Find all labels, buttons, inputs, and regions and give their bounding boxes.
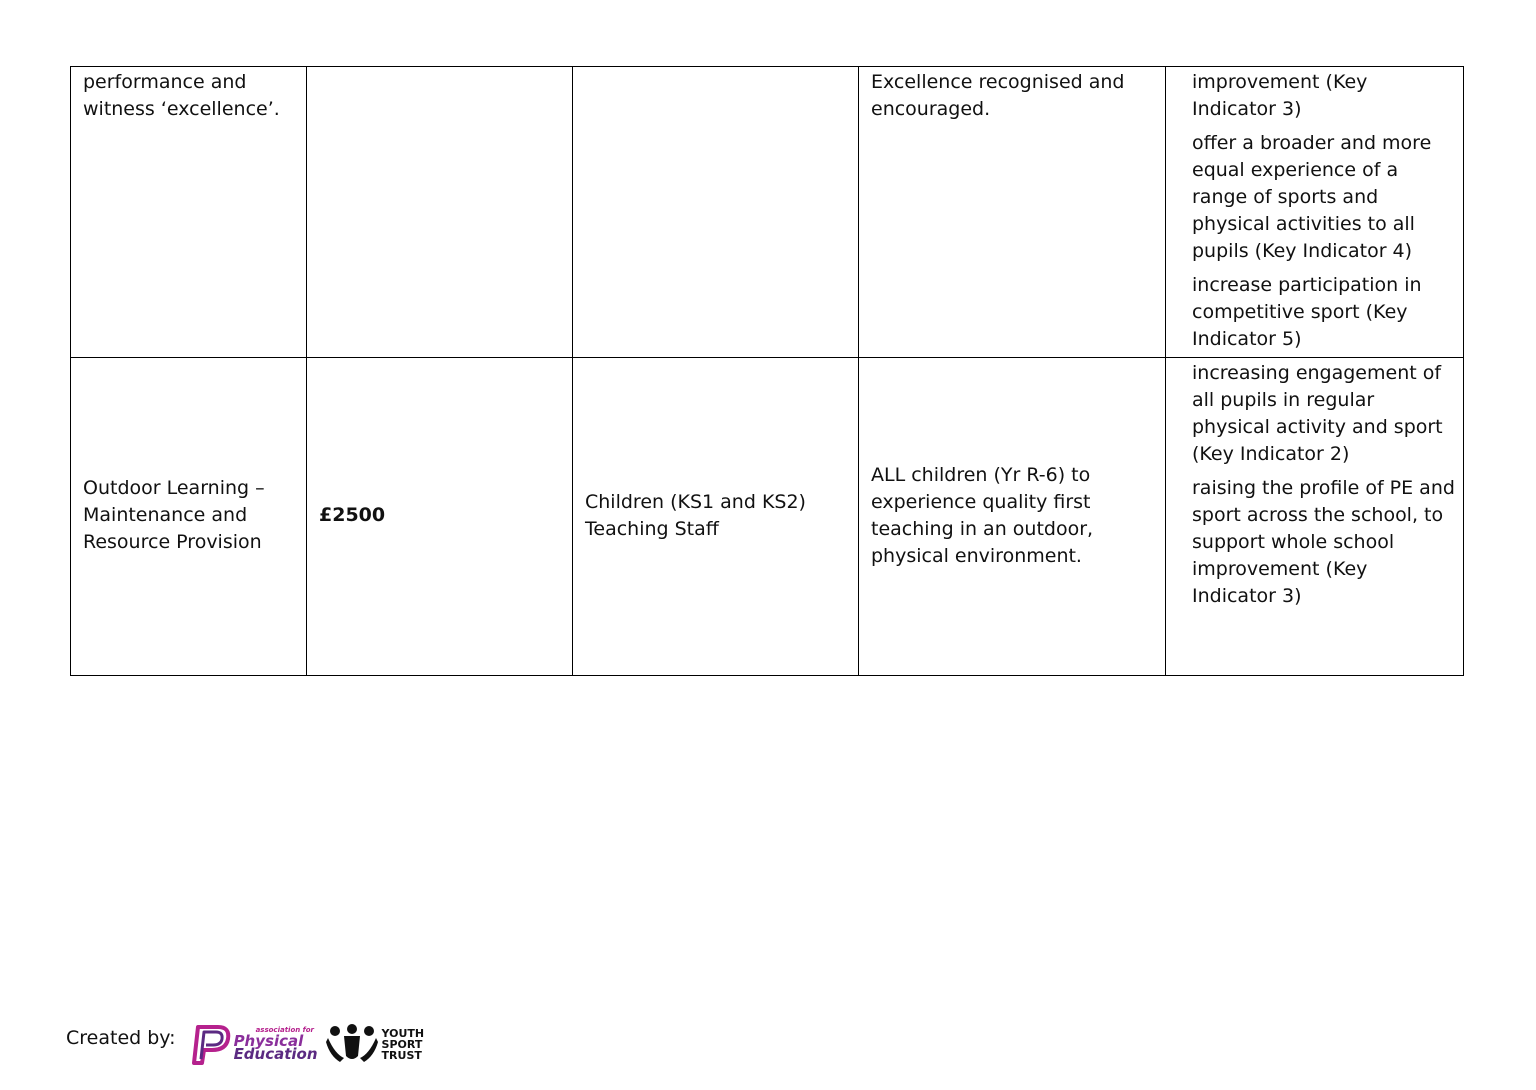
outcome-text: Excellence recognised and encouraged. — [871, 71, 1125, 120]
table-row — [71, 67, 1464, 358]
action-text: performance and witness ‘excellence’. — [83, 71, 280, 120]
afpe-line1: Physical — [233, 1031, 304, 1050]
key-indicators-cell — [1166, 67, 1464, 358]
pe-funding-table — [70, 66, 1464, 676]
key-indicator-item: improvement (Key Indicator 3) — [1192, 71, 1368, 120]
beneficiaries-cell — [573, 67, 859, 358]
funding-text: £2500 — [319, 504, 386, 526]
outcome-cell — [859, 358, 1166, 676]
funding-cell — [307, 67, 573, 358]
action-text: Outdoor Learning – Maintenance and Resource Provision — [83, 477, 265, 553]
table-row — [71, 358, 1464, 676]
key-indicator-item: increase participation in competitive sport (Key Indicator 5) — [1192, 274, 1422, 350]
yst-figures-icon — [326, 1024, 378, 1064]
action-cell — [71, 67, 307, 358]
afpe-line2: Education — [233, 1044, 318, 1063]
funding-cell — [307, 358, 573, 676]
key-indicator-item: raising the profile of PE and sport across the school, to support whole school improvement (Key Indicator 3) — [1192, 477, 1455, 607]
outcome-cell — [859, 67, 1166, 358]
key-indicator-item: offer a broader and more equal experience of a range of sports and physical activities to all pupils (Key Indicator 4) — [1192, 132, 1432, 262]
beneficiaries-cell — [573, 358, 859, 676]
beneficiaries-text: Children (KS1 and KS2) Teaching Staff — [585, 490, 806, 540]
outcome-text: ALL children (Yr R-6) to experience quality first teaching in an outdoor, physical environment. — [871, 463, 1094, 567]
footer — [66, 1022, 424, 1066]
afpe-mark-icon — [184, 1023, 232, 1065]
key-indicator-item: increasing engagement of all pupils in regular physical activity and sport (Key Indicator 2) — [1192, 362, 1443, 465]
action-cell — [71, 358, 307, 676]
yst-line2: SPORT — [381, 1037, 423, 1051]
yst-line1: YOUTH — [381, 1026, 425, 1040]
afpe-small-text: association for — [255, 1025, 314, 1034]
yst-logo — [326, 1024, 425, 1064]
created-by-label: Created by: — [66, 1027, 176, 1049]
afpe-logo — [184, 1023, 318, 1065]
yst-line3: TRUST — [381, 1048, 422, 1062]
key-indicators-cell — [1166, 358, 1464, 676]
